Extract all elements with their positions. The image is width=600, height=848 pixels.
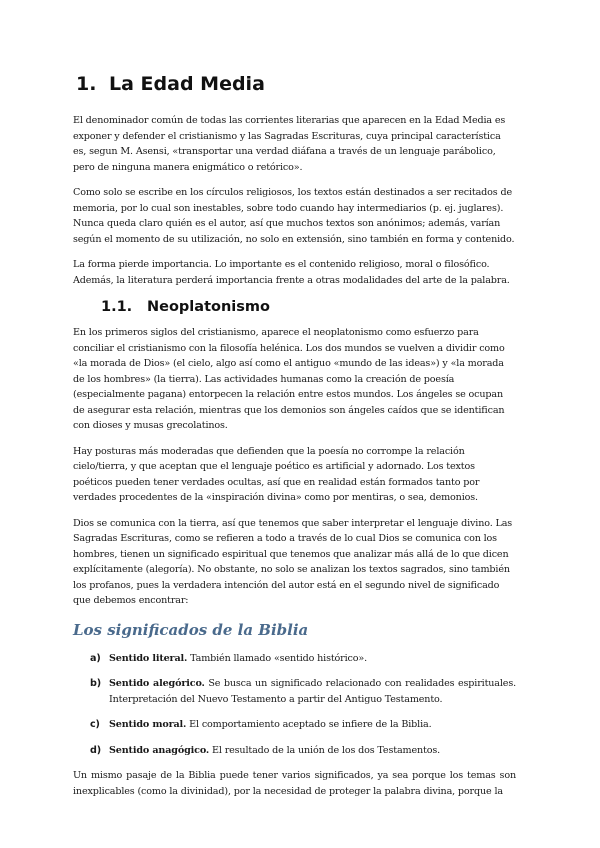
list-item-content (109, 651, 516, 667)
senses-list (73, 651, 516, 759)
sense-term: Sentido moral. (109, 719, 187, 730)
chapter-number: 1. (76, 73, 97, 95)
neoplatonism-paragraph-2: Hay posturas más moderadas que defienden que la poesía no corrompe la relación cielo/tierra, y que aceptan que el lenguaje poético es artificial y adornado. Los textos poéticos pueden tener verdades ocultas, así que en realidad están formados tanto por verdades procedentes de la «inspiración divina» como por mentiras, o sea, demonios. (73, 445, 480, 503)
sense-description: Se busca un significado relacionado con realidades espirituales. Interpretación del Nuevo Testamento a partir del Antiguo Testamento. (109, 678, 516, 705)
closing-paragraph: Un mismo pasaje de la Biblia puede tener varios significados, ya sea porque los temas son inexplicables (como la divinidad), por la necesidad de proteger la palabra divina, porque la (73, 770, 516, 797)
list-marker: c) (90, 719, 100, 730)
list-marker: d) (90, 744, 101, 756)
list-marker: a) (90, 652, 101, 664)
list-item-content (109, 743, 516, 759)
section-heading (101, 298, 516, 316)
intro-paragraph-2: Como solo se escribe en los círculos religiosos, los textos están destinados a ser recitados de memoria, por lo cual son inestables, sobre todo cuando hay intermediarios (p. ej. juglares). Nunca queda claro quién es el autor, así que muchos textos son anónimos; además, varían según el momento de su utilización, no solo en extensión, sino también en forma y contenido. (73, 187, 515, 245)
list-item (90, 743, 516, 759)
intro-paragraph-3: La forma pierde importancia. Lo importante es el contenido religioso, moral o filosófico. Además, la literatura perderá importancia frente a otras modalidades del arte de la palabra. (73, 259, 510, 286)
sense-description: También llamado «sentido histórico». (187, 652, 368, 664)
neoplatonism-paragraph-3: Dios se comunica con la tierra, así que tenemos que saber interpretar el lenguaje divino. Las Sagradas Escrituras, como se refieren a todo a través de lo cual Dios se comunica con los hombres, tienen un significado espiritual que tenemos que analizar más allá de lo que dicen explícitamente (alegoría). No obstante, no solo se analizan los textos sagrados, sino también los profanos, pues la verdadera intención del autor está en el segundo nivel de significado que debemos encontrar: (73, 517, 513, 606)
list-item-content (109, 717, 516, 733)
section-title: Neoplatonismo (147, 299, 270, 315)
list-item-content (109, 676, 516, 707)
intro-paragraph-1: El denominador común de todas las corrientes literarias que aparecen en la Edad Media es exponer y defender el cristianismo y las Sagradas Escrituras, cuya principal característica es, segun M. Asensi, «transportar una verdad diáfana a través de un lenguaje parábolico, pero de ninguna manera enigmático o retórico». (73, 115, 506, 173)
sense-term: Sentido anagógico. (109, 744, 210, 756)
chapter-heading (76, 72, 516, 96)
sense-term: Sentido literal. (109, 652, 188, 664)
subsection-heading: Los significados de la Biblia (73, 620, 309, 639)
list-item (90, 676, 516, 707)
list-item (90, 717, 516, 733)
sense-term: Sentido alegórico. (109, 678, 205, 689)
chapter-title: La Edad Media (109, 73, 265, 95)
section-number: 1.1. (101, 299, 133, 315)
list-marker: b) (90, 678, 101, 689)
list-item (90, 651, 516, 667)
sense-description: El comportamiento aceptado se infiere de la Biblia. (186, 719, 432, 730)
neoplatonism-paragraph-1: En los primeros siglos del cristianismo, aparece el neoplatonismo como esfuerzo para conciliar el cristianismo con la filosofía helénica. Los dos mundos se vuelven a dividir como «la morada de Dios» (el cielo, algo así como el antiguo «mundo de las ideas») y «la morada de los hombres» (la tierra). Las actividades humanas como la creación de poesía (especialmente pagana) entorpecen la relación entre estos mundos. Los ángeles se ocupan de asegurar esta relación, mientras que los demonios son ángeles caídos que se identifican con dioses y musas grecolatinos. (73, 327, 505, 431)
sense-description: El resultado de la unión de los dos Testamentos. (209, 744, 441, 756)
